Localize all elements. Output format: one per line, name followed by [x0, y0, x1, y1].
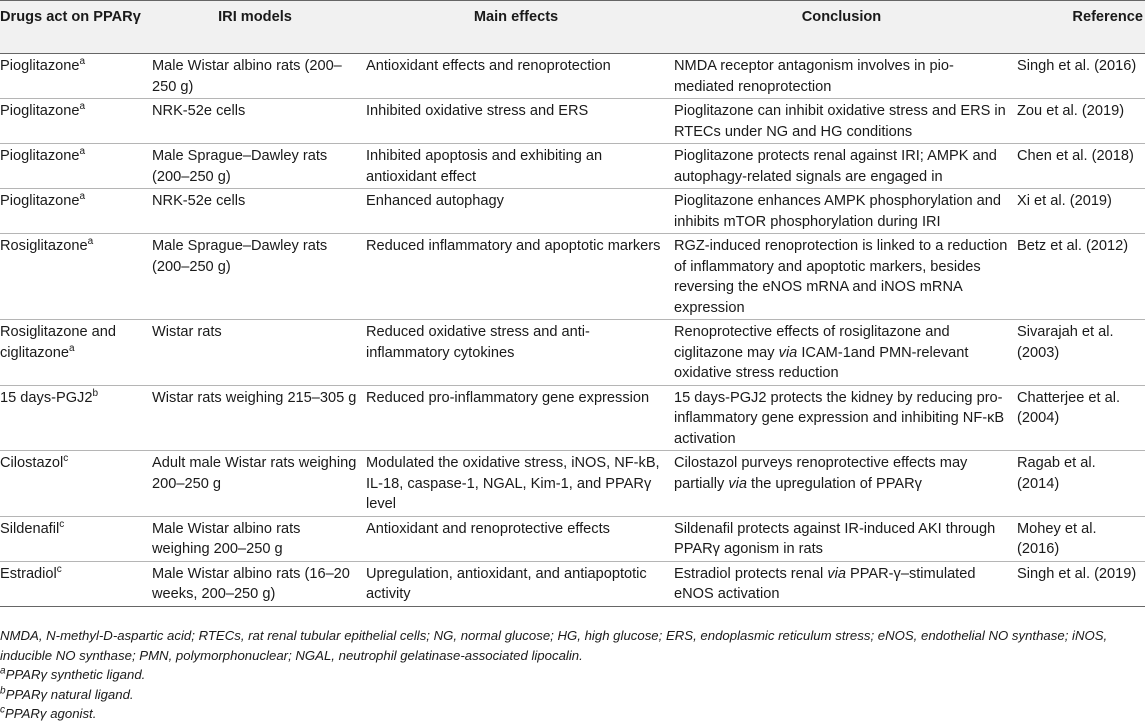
conclusion-text: ICAM-1and PMN-relevant oxidative stress reduction: [674, 344, 969, 381]
cell-conclusion: [670, 320, 1013, 386]
drug-name: Pioglitazone: [0, 103, 80, 119]
table-row: [0, 99, 1145, 144]
table-row: [0, 516, 1145, 561]
cell-iri-model: Male Sprague–Dawley rats (200–250 g): [148, 234, 362, 320]
footnote-marker: b: [92, 387, 99, 399]
drug-name: Pioglitazone: [0, 148, 80, 164]
cell-iri-model: NRK-52e cells: [148, 189, 362, 234]
footnote-marker: c: [63, 453, 69, 465]
cell-iri-model: NRK-52e cells: [148, 99, 362, 144]
cell-reference: Singh et al. (2019): [1013, 561, 1145, 606]
drug-name: Rosiglitazone: [0, 238, 88, 254]
cell-reference: Chatterjee et al. (2004): [1013, 385, 1145, 451]
footnote-marker: a: [79, 56, 86, 68]
header-drugs: Drugs act on PPARγ: [0, 1, 148, 54]
footnote-b: $^b$PPARγ natural ligand.: [0, 685, 134, 702]
cell-iri-model: Wistar rats weighing 215–305 g: [148, 385, 362, 451]
footnote-marker: a: [87, 236, 94, 248]
cell-drug: [0, 385, 148, 451]
cell-reference: Ragab et al. (2014): [1013, 451, 1145, 517]
cell-conclusion: RGZ-induced renoprotection is linked to a reduction of inflammatory and apoptotic markers, besides reversing the eNOS mRNA and iNOS mRNA expression: [670, 234, 1013, 320]
abbreviations-note: NMDA, N-methyl-D-aspartic acid; RTECs, rat renal tubular epithelial cells; NG, normal glucose; HG, high glucose; ERS, endoplasmic reticulum stress; eNOS, endothelial NO synthase; iNOS, inducible NO synthase; PMN, polymorphonuclear; NGAL, neutrophil gelatinase-associated lipocalin.: [0, 628, 1108, 663]
cell-conclusion: [670, 451, 1013, 517]
cell-reference: Mohey et al. (2016): [1013, 516, 1145, 561]
cell-iri-model: Male Wistar albino rats (200–250 g): [148, 54, 362, 99]
drug-name: Cilostazol: [0, 455, 64, 471]
cell-iri-model: Adult male Wistar rats weighing 200–250 g: [148, 451, 362, 517]
conclusion-text: the upregulation of PPARγ: [747, 475, 922, 492]
conclusion-text: Estradiol protects renal: [674, 565, 828, 582]
conclusion-text: Cilostazol purveys renoprotective effects may partially: [674, 455, 968, 492]
cell-conclusion: Pioglitazone enhances AMPK phosphorylation and inhibits mTOR phosphorylation during IRI: [670, 189, 1013, 234]
cell-main-effects: Reduced pro-inflammatory gene expression: [362, 385, 670, 451]
table-body: [0, 54, 1145, 607]
drug-name: Sildenafil: [0, 520, 60, 537]
drug-name: Pioglitazone: [0, 193, 80, 209]
cell-drug: [0, 189, 148, 234]
conclusion-italic: via: [778, 344, 798, 361]
cell-conclusion: Pioglitazone can inhibit oxidative stress and ERS in RTECs under NG and HG conditions: [670, 99, 1013, 144]
cell-main-effects: Upregulation, antioxidant, and antiapoptotic activity: [362, 561, 670, 606]
cell-conclusion: 15 days-PGJ2 protects the kidney by reducing pro-inflammatory gene expression and inhibiting NF-κB activation: [670, 385, 1013, 451]
cell-main-effects: Antioxidant and renoprotective effects: [362, 516, 670, 561]
cell-conclusion: Sildenafil protects against IR-induced AKI through PPARγ agonism in rats: [670, 516, 1013, 561]
cell-main-effects: Inhibited oxidative stress and ERS: [362, 99, 670, 144]
table-header: [0, 1, 1145, 54]
cell-reference: Sivarajah et al. (2003): [1013, 320, 1145, 386]
cell-drug: [0, 99, 148, 144]
cell-main-effects: Antioxidant effects and renoprotection: [362, 54, 670, 99]
cell-drug: [0, 516, 148, 561]
cell-main-effects: Modulated the oxidative stress, iNOS, NF-kB, IL-18, caspase-1, NGAL, Kim-1, and PPARγ level: [362, 451, 670, 517]
cell-conclusion: [670, 561, 1013, 606]
footnote-marker: c: [59, 518, 65, 530]
drug-name: Estradiol: [0, 565, 57, 582]
table-row: [0, 189, 1145, 234]
header-main-effects: Main effects: [362, 1, 670, 54]
cell-drug: [0, 234, 148, 320]
cell-drug: [0, 561, 148, 606]
cell-drug: [0, 320, 148, 386]
cell-drug: [0, 54, 148, 99]
cell-reference: Xi et al. (2019): [1013, 189, 1145, 234]
table-row: [0, 320, 1145, 386]
table-row: [0, 144, 1145, 189]
cell-reference: Zou et al. (2019): [1013, 99, 1145, 144]
header-reference: Reference: [1013, 1, 1145, 54]
footnote-marker: c: [56, 563, 62, 575]
conclusion-italic: via: [827, 565, 846, 582]
cell-conclusion: Pioglitazone protects renal against IRI; AMPK and autophagy-related signals are engaged in: [670, 144, 1013, 189]
header-conclusion: Conclusion: [670, 1, 1013, 54]
cell-iri-model: Wistar rats: [148, 320, 362, 386]
header-iri-models: IRI models: [148, 1, 362, 54]
footnote-a: $^a$PPARγ synthetic ligand.: [0, 665, 146, 683]
cell-iri-model: Male Wistar albino rats weighing 200–250 g: [148, 516, 362, 561]
footnote-marker: a: [79, 101, 86, 113]
cell-main-effects: Inhibited apoptosis and exhibiting an antioxidant effect: [362, 144, 670, 189]
cell-main-effects: Reduced inflammatory and apoptotic markers: [362, 234, 670, 320]
footnote-marker: a: [79, 146, 86, 158]
table-row: [0, 385, 1145, 451]
cell-reference: Chen et al. (2018): [1013, 144, 1145, 189]
drug-name: Rosiglitazone and ciglitazone: [0, 324, 117, 361]
conclusion-text: PPAR-γ–stimulated eNOS activation: [674, 565, 976, 602]
cell-conclusion: NMDA receptor antagonism involves in pio-mediated renoprotection: [670, 54, 1013, 99]
table-footnotes: [0, 626, 1145, 724]
cell-reference: Singh et al. (2016): [1013, 54, 1145, 99]
cell-drug: [0, 451, 148, 517]
cell-reference: Betz et al. (2012): [1013, 234, 1145, 320]
table-row: [0, 234, 1145, 320]
conclusion-text: Renoprotective effects of rosiglitazone and ciglitazone may: [674, 324, 950, 361]
cell-main-effects: Enhanced autophagy: [362, 189, 670, 234]
cell-iri-model: Male Wistar albino rats (16–20 weeks, 200–250 g): [148, 561, 362, 606]
cell-main-effects: Reduced oxidative stress and anti-inflammatory cytokines: [362, 320, 670, 386]
footnote-c: $^c$PPARγ agonist.: [0, 704, 97, 722]
footnote-marker: a: [68, 342, 75, 354]
table-row: [0, 451, 1145, 517]
drug-name: Pioglitazone: [0, 58, 80, 74]
table-row: [0, 54, 1145, 99]
cell-iri-model: Male Sprague–Dawley rats (200–250 g): [148, 144, 362, 189]
footnote-marker: a: [79, 191, 86, 203]
table-row: [0, 561, 1145, 606]
drug-name: 15 days-PGJ2: [0, 389, 93, 406]
conclusion-italic: via: [728, 475, 747, 492]
cell-drug: [0, 144, 148, 189]
